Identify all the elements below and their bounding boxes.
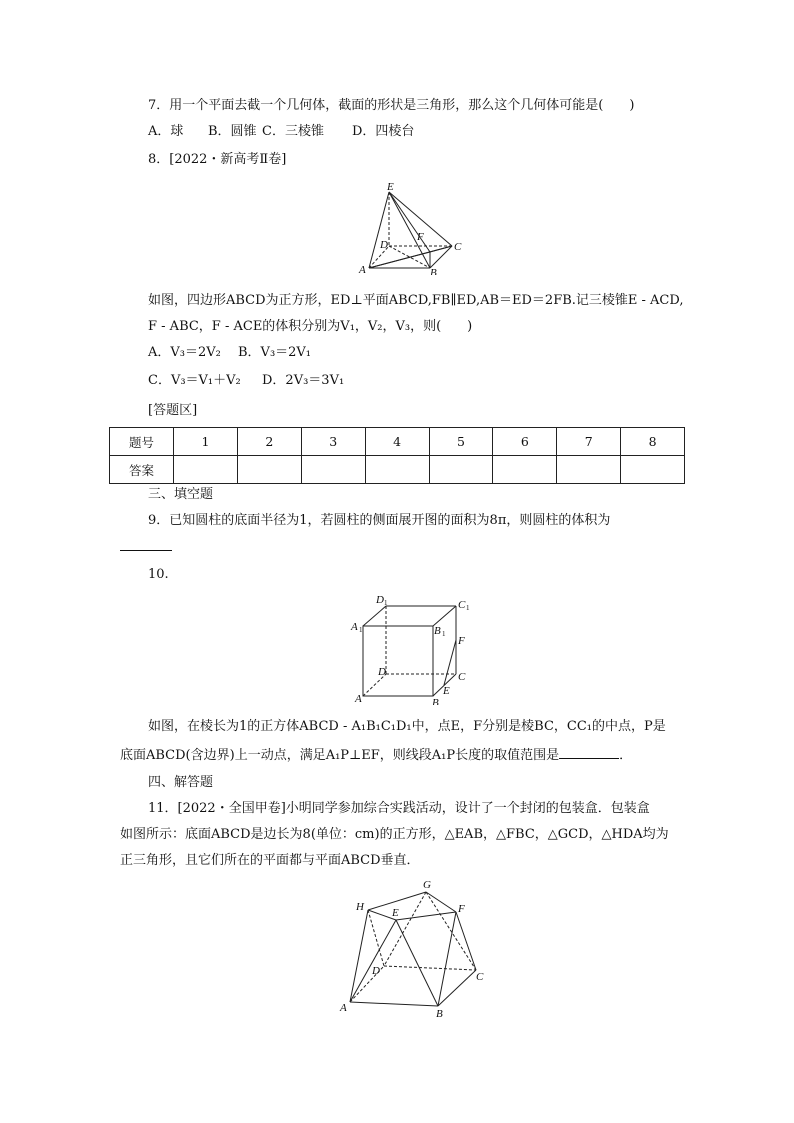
- q10-label-c1: C: [458, 599, 466, 611]
- answer-table-number-6: 6: [493, 428, 557, 456]
- q8-stem-line1: 如图，四边形ABCD为正方形，ED⊥平面ABCD,FB∥ED,AB＝ED＝2FB.记三棱锥E - ACD,: [148, 293, 684, 308]
- answer-cell-6[interactable]: [493, 456, 557, 484]
- q10-label-a1-sub: 1: [359, 626, 363, 634]
- q7-option-b: B．圆锥: [208, 124, 257, 139]
- q10-cube-figure: [348, 590, 478, 705]
- q9-answer-line: [120, 538, 172, 557]
- q10-answer-blank[interactable]: [559, 746, 619, 759]
- q8-label-a: A: [359, 264, 366, 275]
- q8-option-b: B．V₃＝2V₁: [238, 345, 312, 360]
- q11-stem-line2: 如图所示：底面ABCD是边长为8(单位：cm)的正方形，△EAB，△FBC，△GCD，△HDA均为: [120, 827, 669, 842]
- q7-option-a: A．球: [148, 124, 184, 139]
- q8-option-c: C．V₃＝V₁＋V₂: [148, 373, 241, 388]
- answer-cell-1[interactable]: [174, 456, 238, 484]
- q8-label-e: E: [387, 181, 394, 193]
- q10-label-b1: B: [434, 625, 441, 637]
- answer-cell-4[interactable]: [365, 456, 429, 484]
- q11-package-figure: [338, 878, 488, 1018]
- q10-label-b: B: [432, 697, 439, 705]
- q8-label-d: D: [380, 239, 388, 251]
- q7-option-c: C．三棱锥: [262, 124, 324, 139]
- answer-cell-7[interactable]: [557, 456, 621, 484]
- q11-label-e: E: [392, 907, 399, 919]
- q11-label-h: H: [356, 901, 364, 913]
- q10-label-a1: A: [351, 621, 358, 633]
- q11-label-d: D: [372, 965, 380, 977]
- q8-option-d: D．2V₃＝3V₁: [262, 373, 345, 388]
- q11-label-g: G: [423, 879, 431, 891]
- q8-label-c: C: [454, 241, 462, 253]
- q10-label-f: F: [458, 635, 465, 647]
- q9-stem: 9．已知圆柱的底面半径为1，若圆柱的侧面展开图的面积为8π，则圆柱的体积为: [148, 513, 611, 528]
- q10-label-a: A: [355, 693, 362, 705]
- q10-stem-line2: 底面ABCD(含边界)上一动点，满足A₁P⊥EF，则线段A₁P长度的取值范围是: [120, 748, 560, 763]
- answer-table: [109, 427, 685, 484]
- q8-stem-line2: F - ABC，F - ACE的体积分别为V₁，V₂，V₃，则( ): [148, 319, 473, 334]
- q10-label-d: D: [378, 666, 386, 678]
- q7-stem: 7．用一个平面去截一个几何体，截面的形状是三角形，那么这个几何体可能是( ): [148, 98, 635, 113]
- q10-label-b1-sub: 1: [442, 630, 446, 638]
- q8-source: 8．[2022・新高考Ⅱ卷]: [148, 152, 287, 167]
- q10-stem-line2-end: ．: [619, 748, 633, 763]
- q11-stem-line3: 正三角形，且它们所在的平面都与平面ABCD垂直．: [120, 853, 420, 868]
- q10-label-e: E: [443, 685, 450, 697]
- q11-label-c: C: [476, 971, 484, 983]
- answer-cell-5[interactable]: [429, 456, 493, 484]
- answer-area-title: [答题区]: [148, 403, 198, 418]
- q8-label-b: B: [430, 267, 437, 275]
- answer-cell-8[interactable]: [621, 456, 685, 484]
- q11-stem-line1: 11．[2022・全国甲卷]小明同学参加综合实践活动，设计了一个封闭的包装盒．包装盒: [148, 801, 650, 816]
- q11-label-f: F: [458, 903, 465, 915]
- q8-label-f: F: [417, 231, 424, 243]
- q8-option-a: A．V₃＝2V₂: [148, 345, 221, 360]
- q10-label-d1-sub: 1: [384, 599, 388, 607]
- answer-cell-2[interactable]: [237, 456, 301, 484]
- q9-answer-blank[interactable]: [120, 538, 172, 551]
- section-fill-in-heading: 三、填空题: [148, 487, 214, 502]
- answer-table-number-5: 5: [429, 428, 493, 456]
- q10-number: 10.: [148, 567, 169, 582]
- answer-table-header-number: 题号: [110, 428, 174, 456]
- q11-label-a: A: [340, 1002, 347, 1014]
- answer-cell-3[interactable]: [301, 456, 365, 484]
- answer-table-number-7: 7: [557, 428, 621, 456]
- q11-label-b: B: [436, 1008, 443, 1018]
- answer-table-number-3: 3: [301, 428, 365, 456]
- answer-table-row-answers: [110, 456, 685, 484]
- q8-pyramid-figure: [355, 180, 470, 275]
- q10-label-c: C: [458, 671, 466, 683]
- q10-label-d1: D: [376, 594, 384, 606]
- answer-table-row-numbers: [110, 428, 685, 456]
- answer-table-number-8: 8: [621, 428, 685, 456]
- answer-table-number-1: 1: [174, 428, 238, 456]
- answer-table-number-4: 4: [365, 428, 429, 456]
- answer-table-header-answer: 答案: [110, 456, 174, 484]
- section-solution-heading: 四、解答题: [148, 775, 214, 790]
- q10-label-c1-sub: 1: [466, 604, 470, 612]
- q10-stem-line1: 如图，在棱长为1的正方体ABCD - A₁B₁C₁D₁中，点E，F分别是棱BC，CC₁的中点，P是: [148, 719, 666, 734]
- q7-option-d: D．四棱台: [352, 124, 415, 139]
- answer-table-number-2: 2: [237, 428, 301, 456]
- q10-stem-line2-wrap: [120, 746, 632, 765]
